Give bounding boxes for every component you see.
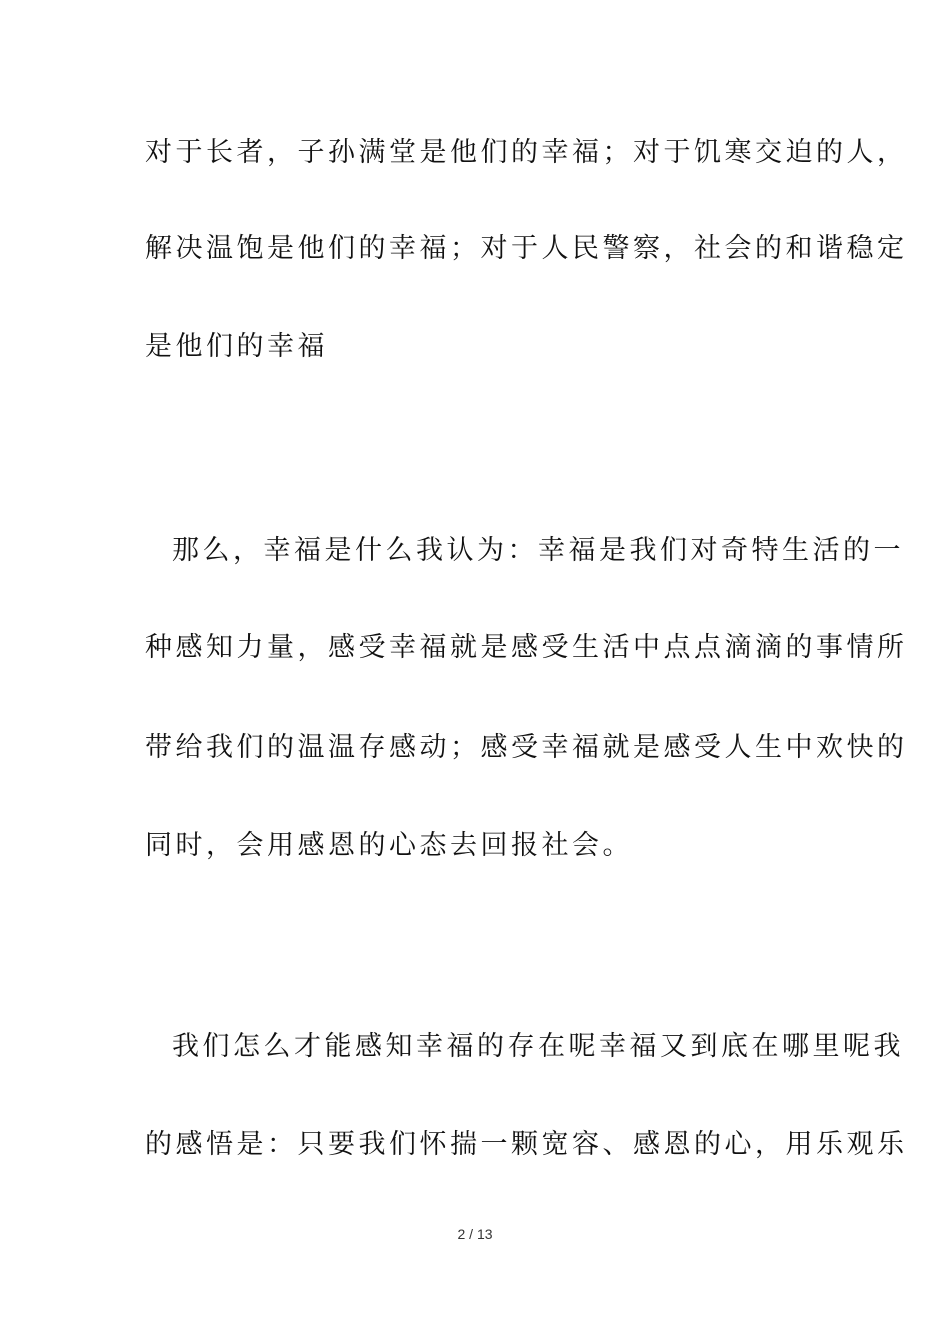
text-line: 种感知力量，感受幸福就是感受生活中点点滴滴的事情所 [145, 632, 908, 663]
text-line: 带给我们的温温存感动；感受幸福就是感受人生中欢快的 [145, 732, 908, 763]
text-line: 的感悟是：只要我们怀揣一颗宽容、感恩的心，用乐观乐 [145, 1129, 908, 1160]
text-line: 同时，会用感恩的心态去回报社会。 [145, 830, 633, 861]
text-line: 对于长者，子孙满堂是他们的幸福；对于饥寒交迫的人， [145, 137, 908, 168]
text-line: 是他们的幸福 [145, 331, 328, 362]
page-number: 2 / 13 [457, 1226, 493, 1242]
text-line: 我们怎么才能感知幸福的存在呢幸福又到底在哪里呢我 [172, 1031, 904, 1062]
text-line: 那么，幸福是什么我认为：幸福是我们对奇特生活的一 [172, 535, 904, 566]
text-line: 解决温饱是他们的幸福；对于人民警察，社会的和谐稳定 [145, 233, 908, 264]
